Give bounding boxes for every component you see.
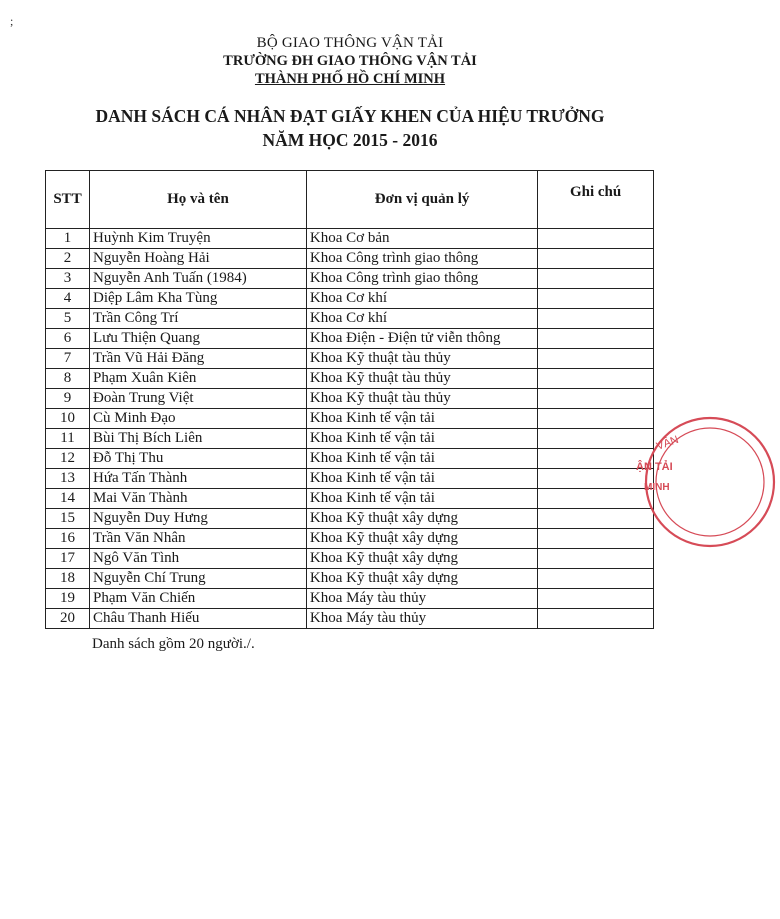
ministry-name: BỘ GIAO THÔNG VẬN TẢI xyxy=(256,35,444,51)
row-department: Khoa Kỹ thuật xây dựng xyxy=(306,569,537,589)
row-number: 9 xyxy=(46,389,90,409)
row-full-name: Trần Công Trí xyxy=(90,309,307,329)
row-note xyxy=(538,249,654,269)
row-full-name: Mai Văn Thành xyxy=(90,489,307,509)
row-note xyxy=(538,329,654,349)
row-number: 17 xyxy=(46,549,90,569)
table-row xyxy=(46,529,654,549)
column-header-stt: STT xyxy=(46,171,90,229)
row-note xyxy=(538,309,654,329)
row-note xyxy=(538,289,654,309)
row-full-name: Huỳnh Kim Truyện xyxy=(90,229,307,249)
row-full-name: Đoàn Trung Việt xyxy=(90,389,307,409)
table-row xyxy=(46,349,654,369)
table-row xyxy=(46,589,654,609)
row-number: 8 xyxy=(46,369,90,389)
column-header-unit: Đơn vị quản lý xyxy=(306,171,537,229)
table-row xyxy=(46,329,654,349)
table-row xyxy=(46,389,654,409)
row-number: 7 xyxy=(46,349,90,369)
row-note xyxy=(538,509,654,529)
row-full-name: Hứa Tấn Thành xyxy=(90,469,307,489)
row-department: Khoa Cơ bản xyxy=(306,229,537,249)
corner-mark: ; xyxy=(10,14,14,28)
row-number: 11 xyxy=(46,429,90,449)
row-note xyxy=(538,549,654,569)
row-department: Khoa Kinh tế vận tải xyxy=(306,449,537,469)
row-note xyxy=(538,589,654,609)
row-department: Khoa Kỹ thuật tàu thủy xyxy=(306,369,537,389)
table-row xyxy=(46,369,654,389)
row-full-name: Trần Văn Nhân xyxy=(90,529,307,549)
table-row xyxy=(46,289,654,309)
table-row xyxy=(46,549,654,569)
row-full-name: Phạm Văn Chiến xyxy=(90,589,307,609)
row-full-name: Đỗ Thị Thu xyxy=(90,449,307,469)
row-full-name: Nguyễn Duy Hưng xyxy=(90,509,307,529)
row-note xyxy=(538,389,654,409)
row-department: Khoa Kỹ thuật xây dựng xyxy=(306,529,537,549)
column-header-note: Ghi chú xyxy=(538,171,654,229)
row-number: 4 xyxy=(46,289,90,309)
list-summary: Danh sách gồm 20 người./. xyxy=(92,636,255,652)
table-row xyxy=(46,309,654,329)
official-seal-stamp xyxy=(636,412,780,552)
row-note xyxy=(538,409,654,429)
row-number: 13 xyxy=(46,469,90,489)
row-note xyxy=(538,429,654,449)
title-line-1: DANH SÁCH CÁ NHÂN ĐẠT GIẤY KHEN CỦA HIỆU TRƯỞNG xyxy=(95,106,605,126)
row-department: Khoa Máy tàu thủy xyxy=(306,589,537,609)
row-department: Khoa Cơ khí xyxy=(306,309,537,329)
row-department: Khoa Kinh tế vận tải xyxy=(306,429,537,449)
row-note xyxy=(538,269,654,289)
row-number: 6 xyxy=(46,329,90,349)
column-header-name: Họ và tên xyxy=(90,171,307,229)
row-note xyxy=(538,369,654,389)
row-full-name: Diệp Lâm Kha Tùng xyxy=(90,289,307,309)
row-department: Khoa Kỹ thuật tàu thủy xyxy=(306,349,537,369)
row-full-name: Nguyễn Hoàng Hải xyxy=(90,249,307,269)
row-full-name: Nguyễn Anh Tuấn (1984) xyxy=(90,269,307,289)
row-note xyxy=(538,349,654,369)
row-full-name: Nguyễn Chí Trung xyxy=(90,569,307,589)
table-row xyxy=(46,489,654,509)
table-row xyxy=(46,449,654,469)
row-number: 12 xyxy=(46,449,90,469)
row-full-name: Châu Thanh Hiếu xyxy=(90,609,307,629)
row-note xyxy=(538,569,654,589)
document-title xyxy=(0,104,700,152)
row-department: Khoa Công trình giao thông xyxy=(306,269,537,289)
row-department: Khoa Kỹ thuật xây dựng xyxy=(306,549,537,569)
document-header xyxy=(0,34,700,88)
row-full-name: Ngô Văn Tình xyxy=(90,549,307,569)
row-number: 16 xyxy=(46,529,90,549)
row-number: 20 xyxy=(46,609,90,629)
row-full-name: Phạm Xuân Kiên xyxy=(90,369,307,389)
stamp-text-2: ẬN TẢI xyxy=(636,461,673,473)
row-department: Khoa Máy tàu thủy xyxy=(306,609,537,629)
row-full-name: Trần Vũ Hải Đăng xyxy=(90,349,307,369)
table-row xyxy=(46,269,654,289)
title-line-2: NĂM HỌC 2015 - 2016 xyxy=(262,130,438,150)
table-body xyxy=(46,229,654,629)
row-number: 2 xyxy=(46,249,90,269)
row-note xyxy=(538,489,654,509)
row-full-name: Bùi Thị Bích Liên xyxy=(90,429,307,449)
row-department: Khoa Điện - Điện tử viễn thông xyxy=(306,329,537,349)
row-department: Khoa Kỹ thuật xây dựng xyxy=(306,509,537,529)
table-row xyxy=(46,429,654,449)
row-department: Khoa Cơ khí xyxy=(306,289,537,309)
table-row xyxy=(46,229,654,249)
row-number: 1 xyxy=(46,229,90,249)
row-note xyxy=(538,229,654,249)
table-row xyxy=(46,609,654,629)
row-number: 15 xyxy=(46,509,90,529)
row-note xyxy=(538,529,654,549)
table-row xyxy=(46,569,654,589)
row-full-name: Lưu Thiện Quang xyxy=(90,329,307,349)
award-list-table xyxy=(45,170,654,629)
row-full-name: Cù Minh Đạo xyxy=(90,409,307,429)
row-note xyxy=(538,609,654,629)
row-number: 19 xyxy=(46,589,90,609)
school-name: TRƯỜNG ĐH GIAO THÔNG VẬN TẢI xyxy=(223,53,477,69)
city-name: THÀNH PHỐ HỒ CHÍ MINH xyxy=(254,71,446,87)
row-department: Khoa Công trình giao thông xyxy=(306,249,537,269)
stamp-text-3: MINH xyxy=(644,482,670,493)
row-number: 5 xyxy=(46,309,90,329)
table-row xyxy=(46,409,654,429)
row-number: 10 xyxy=(46,409,90,429)
table-row xyxy=(46,509,654,529)
row-department: Khoa Kinh tế vận tải xyxy=(306,469,537,489)
row-number: 18 xyxy=(46,569,90,589)
table-row xyxy=(46,249,654,269)
row-number: 14 xyxy=(46,489,90,509)
row-number: 3 xyxy=(46,269,90,289)
row-department: Khoa Kỹ thuật tàu thủy xyxy=(306,389,537,409)
row-department: Khoa Kinh tế vận tải xyxy=(306,489,537,509)
table-row xyxy=(46,469,654,489)
table-header-row xyxy=(46,171,654,229)
row-department: Khoa Kinh tế vận tải xyxy=(306,409,537,429)
stamp-text-1: VẬN xyxy=(654,433,681,453)
